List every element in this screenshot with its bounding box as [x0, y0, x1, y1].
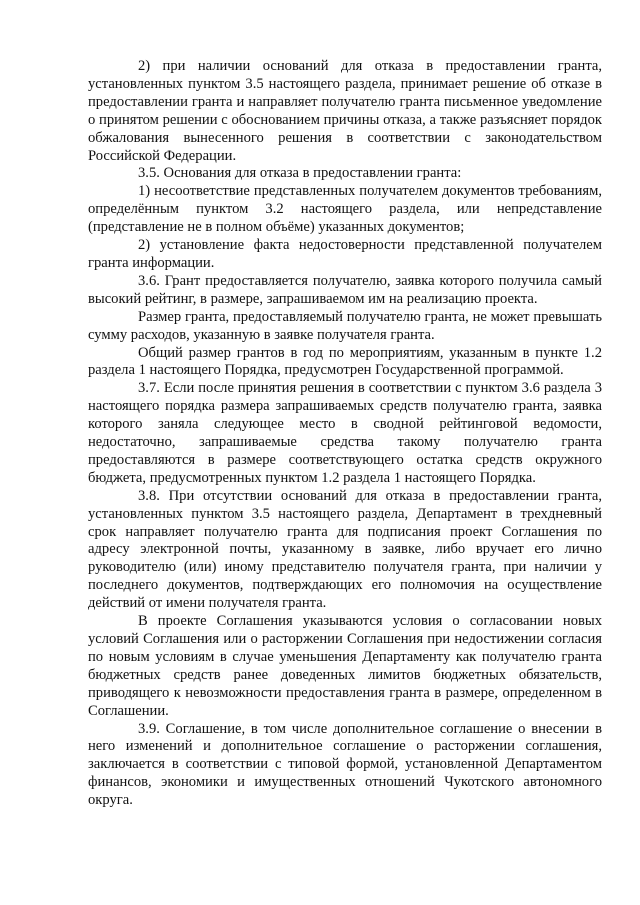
paragraph-3-8: 3.8. При отсутствии оснований для отказа в предоставлении гранта, установленных пунктом 3.5 настоящего раздела, Департамент в трехдневный срок направляет получателю гранта для подписания проект Соглашения по адресу электронной почты, указанному в заявке, либо вручает его лично руководителю (или) иному представителю получателя гранта, при наличии у последнего документов, подтверждающих его полномочия на осуществление действий от имени получателя гранта.: [88, 487, 602, 612]
paragraph-3-5-item-2: 2) установление факта недостоверности представленной получателем гранта информации.: [88, 237, 602, 271]
paragraph-3-5-heading: 3.5. Основания для отказа в предоставлении гранта:: [138, 165, 462, 182]
paragraph-3-5-item-1: 1) несоответствие представленных получателем документов требованиям, определённым пунктом 3.2 настоящего раздела, или непредставление (представление не в полном объёме) указанных документов;: [88, 183, 602, 236]
paragraph-3-9: 3.9. Соглашение, в том числе дополнительное соглашение о внесении в него изменений и дополнительное соглашение о расторжении соглашения, заключается в соответствии с типовой формой, установленной Департаментом финансов, экономики и имущественных отношений Чукотского автономного округа.: [88, 720, 602, 809]
document-page: [88, 58, 602, 810]
paragraph-refusal-decision: 2) при наличии оснований для отказа в предоставлении гранта, установленных пунктом 3.5 настоящего раздела, принимает решение об отказе в предоставлении гранта и направляет получателю гранта письменное уведомление о принятом решении с обоснованием причины отказа, а также разъясняет порядок обжалования вынесенного решения в соответствии с законодательством Российской Федерации.: [88, 58, 602, 164]
paragraph-3-6: 3.6. Грант предоставляется получателю, заявка которого получила самый высокий рейтинг, в размере, запрашиваемом им на реализацию проекта.: [88, 272, 602, 307]
paragraph-total-grants: Общий размер грантов в год по мероприятиям, указанным в пункте 1.2 раздела 1 настоящего Порядка, предусмотрен Государственной программой.: [88, 344, 602, 379]
paragraph-3-7: 3.7. Если после принятия решения в соответствии с пунктом 3.6 раздела 3 настоящего порядка размера запрашиваемых средств получателю гранта, заявка которого заняла следующее место в сводной рейтинговой ведомости, недостаточно, запрашиваемые средства такому получателю гранта предоставляются в размере соответствующего остатка средств окружного бюджета, предусмотренных пунктом 1.2 раздела 1 настоящего Порядка.: [88, 380, 602, 486]
paragraph-agreement-conditions: В проекте Соглашения указываются условия о согласовании новых условий Соглашения или о расторжении Соглашения при недостижении согласия по новым условиям в случае уменьшения Департаменту как получателю гранта бюджетных средств ранее доведенных лимитов бюджетных обязательств, приводящего к невозможности предоставления гранта в размере, определенном в Соглашении.: [88, 613, 602, 719]
paragraph-grant-size-limit: Размер гранта, предоставляемый получателю гранта, не может превышать сумму расходов, указанную в заявке получателя гранта.: [88, 308, 602, 343]
